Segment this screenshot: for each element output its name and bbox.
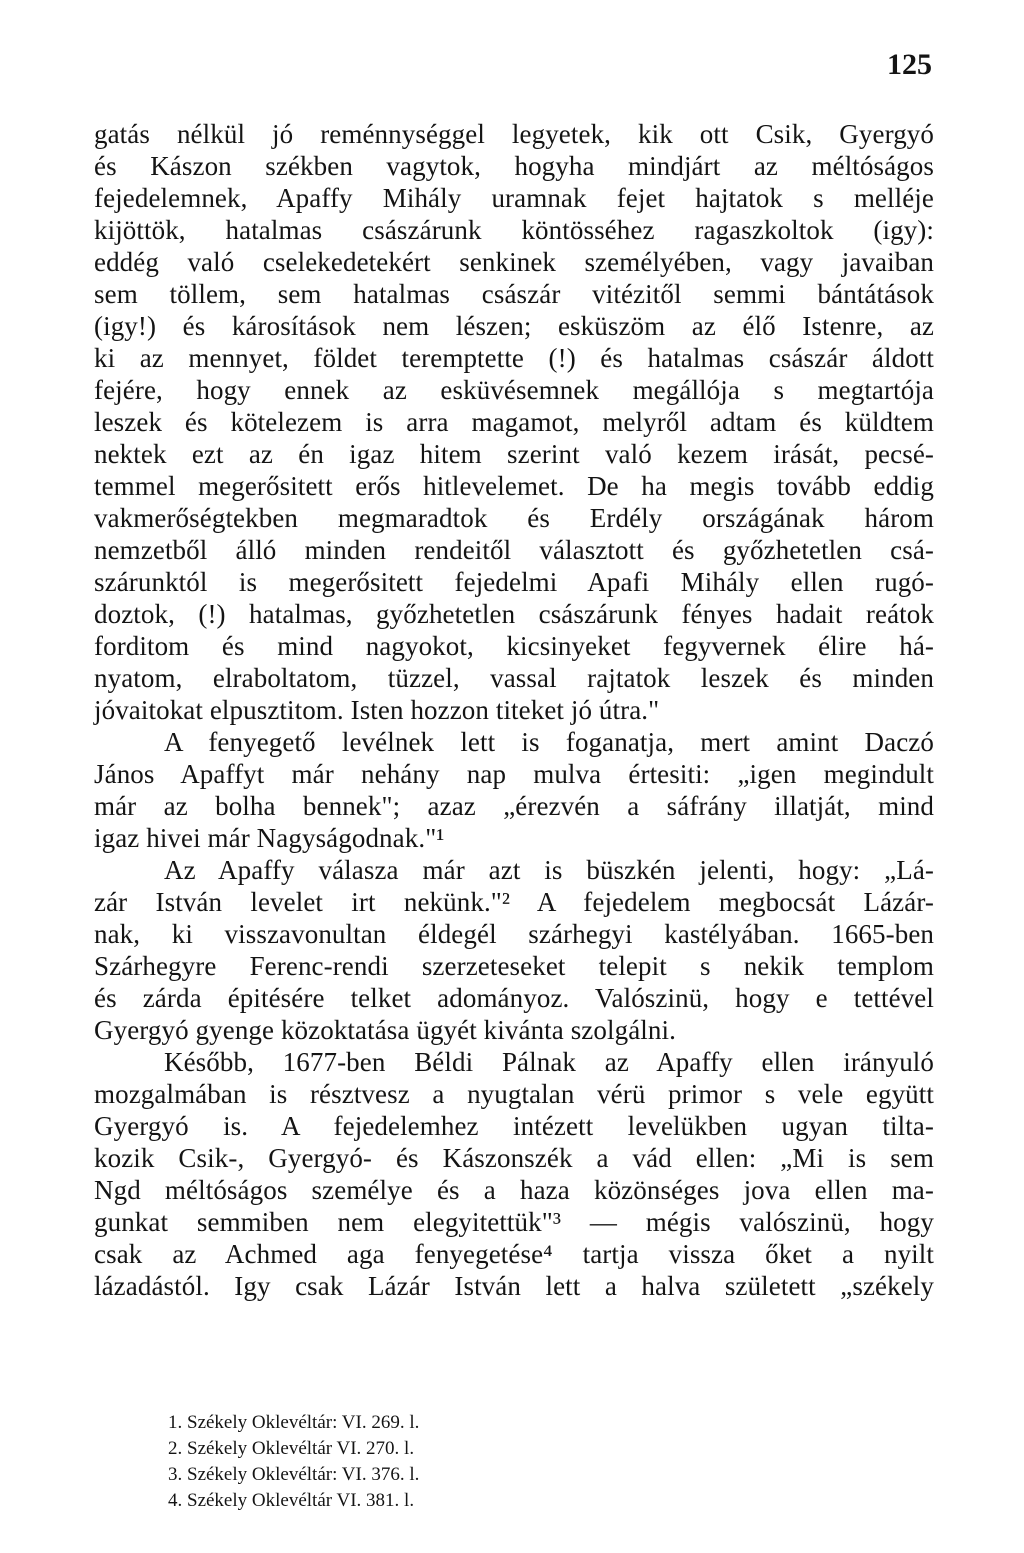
- text-line: szárunktól is megerősitett fejedelmi Apafi Mihály ellen rugó-: [94, 567, 934, 597]
- text-line: eddég való cselekedetekért senkinek személyében, vagy javaiban: [94, 247, 934, 277]
- text-line: doztok, (!) hatalmas, győzhetetlen császárunk fényes hadait reátok: [94, 599, 934, 629]
- text-line: leszek és kötelezem is arra magamot, melyről adtam és küldtem: [94, 407, 934, 437]
- text-line: gatás nélkül jó reménnységgel legyetek, kik ott Csik, Gyergyó: [94, 119, 934, 149]
- text-line: fejére, hogy ennek az esküvésemnek megállója s megtartója: [94, 375, 934, 405]
- text-line: Szárhegyre Ferenc-rendi szerzeteseket telepit s nekik templom: [94, 951, 934, 981]
- text-line: és Kászon székben vagytok, hogyha mindjárt az méltóságos: [94, 151, 934, 181]
- paragraph-start-line: Később, 1677-ben Béldi Pálnak az Apaffy ellen irányuló: [164, 1047, 934, 1077]
- text-line: kozik Csik-, Gyergyó- és Kászonszék a vád ellen: „Mi is sem: [94, 1143, 934, 1173]
- paragraph-start-line: Az Apaffy válasza már azt is büszkén jelenti, hogy: „Lá-: [164, 855, 934, 885]
- footnote: 4. Székely Oklevéltár VI. 381. l.: [168, 1490, 415, 1511]
- text-line: János Apaffyt már nehány nap mulva értesiti: „igen megindult: [94, 759, 934, 789]
- text-line: temmel megerősitett erős hitlevelemet. De ha megis tovább eddig: [94, 471, 934, 501]
- footnote: 2. Székely Oklevéltár VI. 270. l.: [168, 1438, 415, 1459]
- page-number: 125: [887, 48, 932, 81]
- text-line: nak, ki visszavonultan éldegél szárhegyi kastélyában. 1665-ben: [94, 919, 934, 949]
- paragraph-start-line: A fenyegető levélnek lett is foganatja, mert amint Daczó: [164, 727, 934, 757]
- text-line: már az bolha bennek"; azaz „érezvén a sáfrány illatját, mind: [94, 791, 934, 821]
- text-line: sem töllem, sem hatalmas császár vitézitől semmi bántátások: [94, 279, 934, 309]
- text-line: nyatom, elraboltatom, tüzzel, vassal rajtatok leszek és minden: [94, 663, 934, 693]
- text-line: nemzetből álló minden rendeitől választott és győzhetetlen csá-: [94, 535, 934, 565]
- text-line: kijöttök, hatalmas császárunk köntösséhez ragaszkoltok (igy):: [94, 215, 934, 245]
- text-line: és zárda épitésére telket adományoz. Valószinü, hogy e tettével: [94, 983, 934, 1013]
- body-text: [94, 118, 934, 1302]
- text-line: lázadástól. Igy csak Lázár István lett a halva született „székely: [94, 1271, 934, 1301]
- text-line: zár István levelet irt nekünk."² A fejedelem megbocsát Lázár-: [94, 887, 934, 917]
- text-line: nektek ezt az én igaz hitem szerint való kezem irását, pecsé-: [94, 439, 934, 469]
- footnote: 3. Székely Oklevéltár: VI. 376. l.: [168, 1464, 420, 1485]
- text-line: gunkat semmiben nem elegyitettük"³ — mégis valószinü, hogy: [94, 1207, 934, 1237]
- text-line: vakmerőségtekben megmaradtok és Erdély országának három: [94, 503, 934, 533]
- text-line: csak az Achmed aga fenyegetése⁴ tartja vissza őket a nyilt: [94, 1239, 934, 1269]
- text-line: forditom és mind nagyokot, kicsinyeket fegyvernek élire há-: [94, 631, 934, 661]
- text-line: Ngd méltóságos személye és a haza közönséges jova ellen ma-: [94, 1175, 934, 1205]
- text-line: jóvaitokat elpusztitom. Isten hozzon titeket jó útra.": [94, 695, 660, 725]
- text-line: (igy!) és károsítások nem lészen; esküszöm az élő Istenre, az: [94, 311, 934, 341]
- text-line: ki az mennyet, földet teremptette (!) és hatalmas császár áldott: [94, 343, 934, 373]
- text-line: Gyergyó gyenge közoktatása ügyét kivánta szolgálni.: [94, 1015, 676, 1045]
- footnote: 1. Székely Oklevéltár: VI. 269. l.: [168, 1412, 420, 1433]
- text-line: igaz hivei már Nagyságodnak."¹: [94, 823, 445, 853]
- text-line: fejedelemnek, Apaffy Mihály uramnak fejet hajtatok s melléje: [94, 183, 934, 213]
- footnotes: [168, 1410, 768, 1514]
- text-line: Gyergyó is. A fejedelemhez intézett levelükben ugyan tilta-: [94, 1111, 934, 1141]
- text-line: mozgalmában is résztvesz a nyugtalan vérü primor s vele együtt: [94, 1079, 934, 1109]
